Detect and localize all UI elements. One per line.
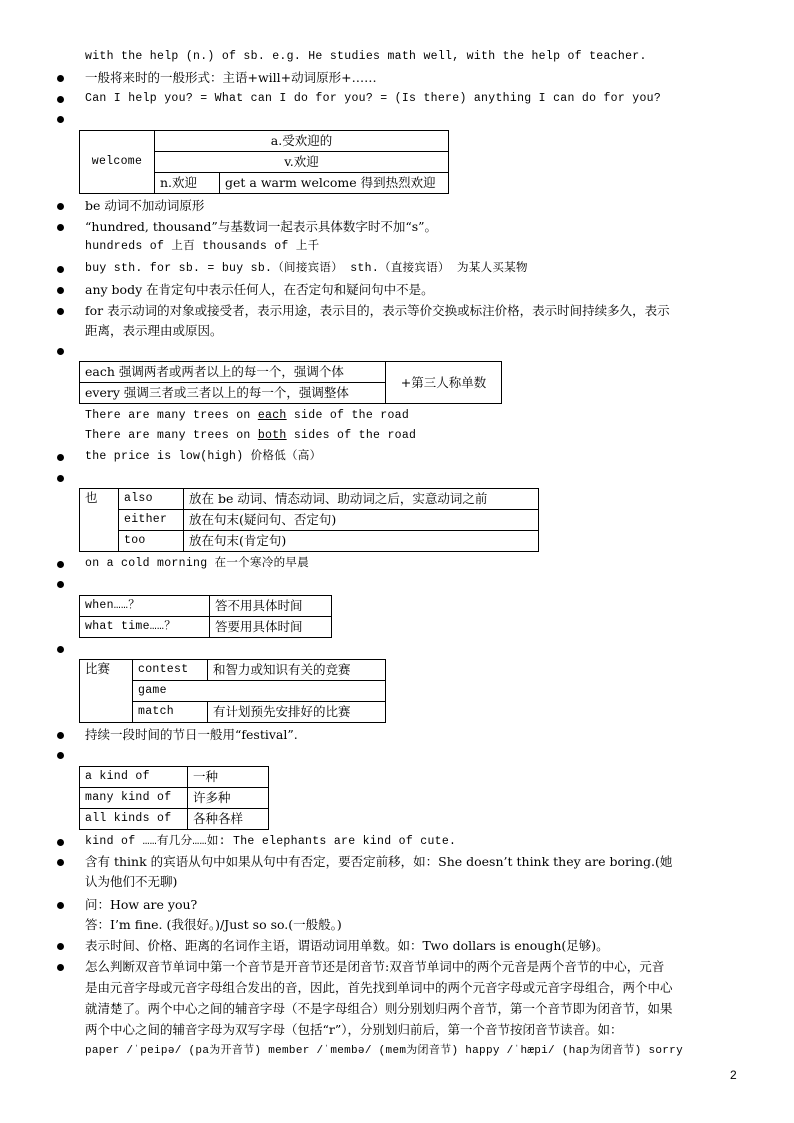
table-cell: welcome (80, 131, 155, 194)
table-cell: too (119, 531, 184, 552)
table-cell: what time……？ (80, 617, 210, 638)
table-cell: 有计划预先安排好的比赛 (208, 702, 386, 723)
text-line: with the help (n.) of sb. e.g. He studies math well, with the help of teacher. (85, 50, 647, 63)
table-cell: 放在 be 动词、情态动词、助动词之后，实意动词之前 (184, 489, 539, 510)
table-cell: n.欢迎 (155, 173, 220, 194)
each-every-table (79, 361, 502, 404)
bullet (57, 75, 64, 82)
kind-of-table (79, 766, 269, 830)
also-either-too-table (79, 488, 539, 552)
table-cell: +第三人称单数 (386, 362, 502, 404)
text-line (85, 407, 409, 425)
bullet (57, 732, 64, 739)
table-cell: 答不用具体时间 (210, 596, 332, 617)
table-cell: 答要用具体时间 (210, 617, 332, 638)
text-line: on a cold morning 在一个寒冷的早晨 (85, 557, 310, 570)
text-span: sides of the road (286, 429, 417, 442)
text-span: There are many trees on (85, 429, 258, 442)
when-what-time-table (79, 595, 332, 638)
text-span: side of the road (286, 409, 410, 422)
text-line: 怎么判断双音节单词中第一个音节是开音节还是闭音节:双音节单词中的两个元音是两个音节的中心，元音 (85, 959, 665, 974)
underlined-word: both (257, 429, 287, 442)
table-cell: 比赛 (80, 660, 133, 723)
bullet (57, 116, 64, 123)
text-line: 认为他们不无聊) (85, 874, 178, 889)
bullet (57, 839, 64, 846)
table-cell: 各种各样 (188, 809, 269, 830)
bullet (57, 943, 64, 950)
table-cell: 许多种 (188, 788, 269, 809)
table-cell: all kinds of (80, 809, 188, 830)
table-cell: when……？ (80, 596, 210, 617)
text-line: the price is low(high) 价格低（高） (85, 450, 322, 463)
table-cell: contest (133, 660, 208, 681)
text-span: There are many trees on (85, 409, 258, 422)
page-number: 2 (730, 1068, 737, 1082)
text-line: 表示时间、价格、距离的名词作主语，谓语动词用单数。如：Two dollars is enough(足够)。 (85, 938, 609, 953)
text-line: hundreds of 上百 thousands of 上千 (85, 240, 320, 253)
text-line: paper /ˈpeipə/ (pa为开音节) member /ˈmembə/ (mem为闭音节) happy /ˈhæpi/ (hap为闭音节) sorry (85, 1045, 683, 1057)
bullet (57, 859, 64, 866)
text-line: any body 在肯定句中表示任何人，在否定句和疑问句中不是。 (85, 282, 434, 297)
table-cell: 和智力或知识有关的竞赛 (208, 660, 386, 681)
text-line: 就清楚了。两个中心之间的辅音字母（不是字母组合）则分别划归两个音节，第一个音节即为闭音节，如果 (85, 1001, 673, 1016)
bullet (57, 454, 64, 461)
table-cell: many kind of (80, 788, 188, 809)
bullet (57, 266, 64, 273)
bullet (57, 348, 64, 355)
table-cell: get a warm welcome 得到热烈欢迎 (220, 173, 449, 194)
table-cell: either (119, 510, 184, 531)
bullet (57, 646, 64, 653)
table-cell: 放在句末(疑问句、否定句) (184, 510, 539, 531)
text-line: Can I help you? = What can I do for you? = (Is there) anything I can do for you? (85, 92, 662, 105)
table-cell: 放在句末(肯定句) (184, 531, 539, 552)
bullet (57, 224, 64, 231)
table-cell: 也 (80, 489, 119, 552)
underlined-word: each (257, 409, 287, 422)
bullet (57, 287, 64, 294)
text-line: 是由元音字母或元音字母组合发出的音，因此，首先找到单词中的两个元音字母或元音字母组合，两个中心 (85, 980, 673, 995)
contest-game-match-table (79, 659, 386, 723)
table-cell: also (119, 489, 184, 510)
table-cell: 一种 (188, 767, 269, 788)
table-cell: each 强调两者或两者以上的每一个，强调个体 (80, 362, 386, 383)
bullet (57, 752, 64, 759)
table-cell: a kind of (80, 767, 188, 788)
bullet (57, 902, 64, 909)
text-line: buy sth. for sb. = buy sb.（间接宾语） sth.（直接宾语） 为某人买某物 (85, 262, 528, 275)
welcome-table (79, 130, 449, 194)
bullet (57, 203, 64, 210)
text-line: 两个中心之间的辅音字母为双写字母（包括“r”），分别划归前后，第一个音节按闭音节读音。如： (85, 1022, 623, 1037)
text-line: be 动词不加动词原形 (85, 198, 205, 213)
table-cell: match (133, 702, 208, 723)
bullet (57, 581, 64, 588)
bullet (57, 964, 64, 971)
table-cell: game (133, 681, 386, 702)
text-line: kind of ……有几分……如: The elephants are kind of cute. (85, 835, 457, 848)
text-line: 答：I’m fine. (我很好。)/Just so so.(一般般。) (85, 917, 342, 932)
table-cell: a.受欢迎的 (155, 131, 449, 152)
bullet (57, 308, 64, 315)
table-cell: v.欢迎 (155, 152, 449, 173)
text-line: 距离，表示理由或原因。 (85, 323, 223, 338)
text-line: 问：How are you? (85, 897, 198, 912)
bullet (57, 561, 64, 568)
table-cell: every 强调三者或三者以上的每一个，强调整体 (80, 383, 386, 404)
text-line: 含有 think 的宾语从句中如果从句中有否定，要否定前移，如：She doesn’t think they are boring.(她 (85, 854, 673, 869)
bullet (57, 475, 64, 482)
text-line: 一般将来时的一般形式：主语+will+动词原形+…… (85, 70, 377, 85)
text-line: for 表示动词的对象或接受者，表示用途，表示目的，表示等价交换或标注价格，表示时间持续多久，表示 (85, 303, 670, 318)
text-line: 持续一段时间的节日一般用“festival”. (85, 727, 298, 742)
bullet (57, 96, 64, 103)
text-line: “hundred, thousand”与基数词一起表示具体数字时不加“s”。 (85, 219, 438, 234)
text-line (85, 427, 416, 445)
